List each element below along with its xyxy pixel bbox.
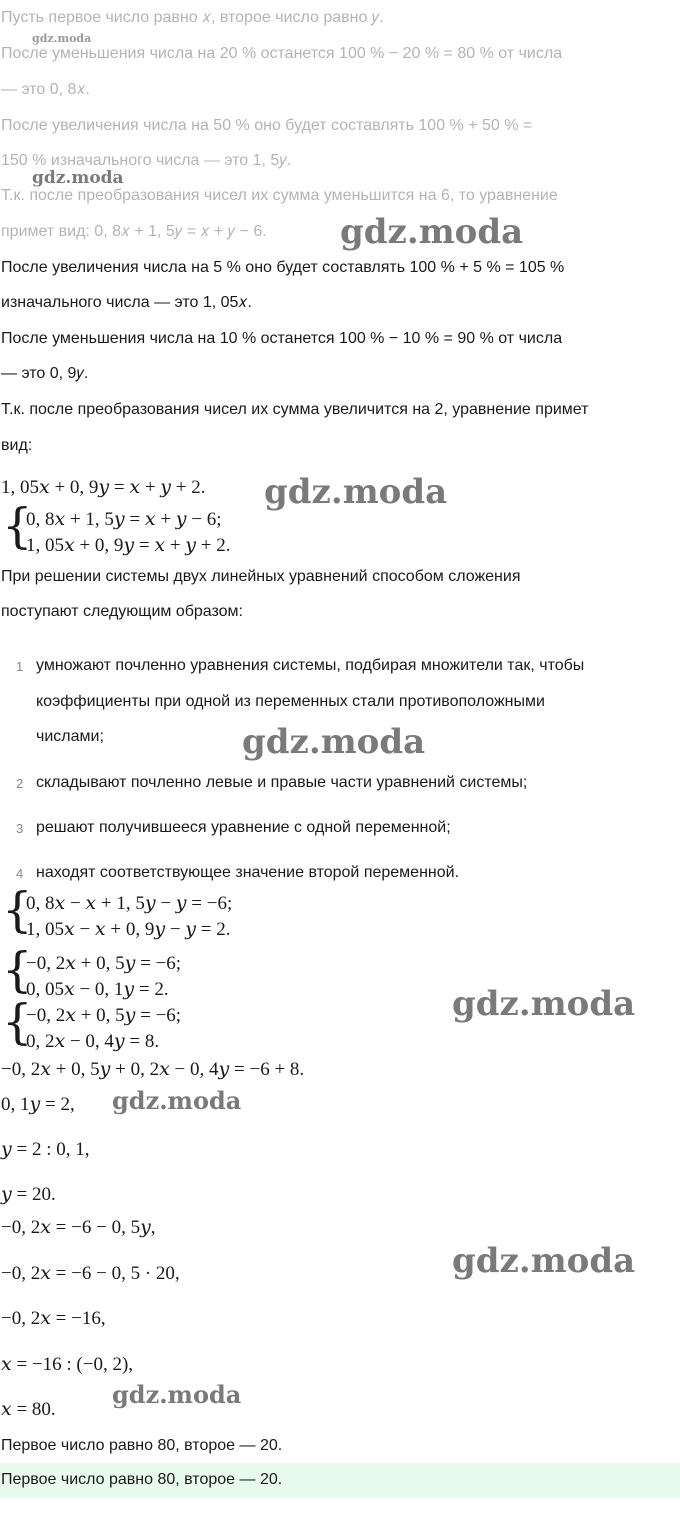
paragraph-line: При решении системы двух линейных уравнений способом сложения [1, 568, 521, 585]
brace-icon: { [2, 498, 33, 554]
list-item: складывают почленно левые и правые части уравнений системы; [36, 774, 528, 791]
list-number: 3 [16, 821, 24, 836]
list-number: 1 [16, 659, 24, 674]
equation: −0, 2𝑥 = −6 − 0, 5 · 20, [1, 1263, 180, 1284]
paragraph-line: — это 0, 9𝑦. [1, 365, 89, 382]
system-row: 1, 05𝑥 − 𝑥 + 0, 9𝑦 − 𝑦 = 2. [26, 919, 231, 940]
equation-system [2, 498, 302, 558]
equation: 𝑦 = 2 : 0, 1, [1, 1139, 90, 1160]
faded-line: Т.к. после преобразования чисел их сумма уменьшится на 6, то уравнение [1, 187, 558, 204]
list-number: 2 [16, 776, 24, 791]
watermark: gdz.moda [264, 472, 448, 512]
conclusion-text: Первое число равно 80, второе — 20. [1, 1437, 283, 1454]
answer-text: Первое число равно 80, второе — 20. [1, 1471, 283, 1488]
equation: 𝑦 = 20. [1, 1184, 56, 1205]
equation: 𝑥 = −16 : (−0, 2), [1, 1354, 134, 1375]
paragraph-line: После увеличения числа на 5 % оно будет составлять 100 % + 5 % = 105 % [1, 259, 565, 276]
list-item: числами; [36, 728, 104, 745]
equation: 0, 1𝑦 = 2, [1, 1094, 75, 1115]
faded-line: Пусть первое число равно 𝑥, второе число равно 𝑦. [1, 9, 384, 26]
list-item: решают получившееся уравнение с одной переменной; [36, 819, 451, 836]
equation: −0, 2𝑥 + 0, 5𝑦 + 0, 2𝑥 − 0, 4𝑦 = −6 + 8. [1, 1059, 305, 1080]
equation: 𝑥 = 80. [1, 1399, 56, 1420]
watermark: gdz.moda [242, 722, 426, 762]
list-item: умножают почленно уравнения системы, подбирая множители так, чтобы [36, 657, 585, 674]
faded-line: После уменьшения числа на 20 % останется 100 % − 20 % = 80 % от числа [1, 45, 563, 62]
equation-system [2, 994, 262, 1054]
system-row: 0, 05𝑥 − 0, 1𝑦 = 2. [26, 979, 169, 1000]
system-row: −0, 2𝑥 + 0, 5𝑦 = −6; [26, 1005, 182, 1026]
paragraph-line: После уменьшения числа на 10 % останется 100 % − 10 % = 90 % от числа [1, 330, 563, 347]
equation-system [2, 882, 322, 942]
paragraph-line: поступают следующим образом: [1, 603, 243, 620]
watermark: gdz.moda [112, 1380, 242, 1409]
watermark: gdz.moda [452, 984, 636, 1024]
list-item: коэффициенты при одной из переменных стали противоположными [36, 693, 545, 710]
list-item: находят соответствующее значение второй переменной. [36, 864, 460, 881]
equation: −0, 2𝑥 = −16, [1, 1308, 106, 1329]
system-row: 1, 05𝑥 + 0, 9𝑦 = 𝑥 + 𝑦 + 2. [26, 535, 231, 556]
equation: −0, 2𝑥 = −6 − 0, 5𝑦, [1, 1217, 156, 1238]
paragraph-line: Т.к. после преобразования чисел их сумма увеличится на 2, уравнение примет [1, 401, 589, 418]
brace-icon: { [2, 942, 33, 998]
answer-box [0, 1463, 680, 1498]
faded-line: После увеличения числа на 50 % оно будет составлять 100 % + 50 % = [1, 117, 533, 134]
equation: 1, 05𝑥 + 0, 9𝑦 = 𝑥 + 𝑦 + 2. [1, 477, 206, 498]
list-number: 4 [16, 866, 24, 881]
watermark: gdz.moda [32, 168, 124, 188]
system-row: 0, 8𝑥 + 1, 5𝑦 = 𝑥 + 𝑦 − 6; [26, 509, 222, 530]
paragraph-line: изначального числа — это 1, 05𝑥. [1, 294, 252, 311]
system-row: −0, 2𝑥 + 0, 5𝑦 = −6; [26, 953, 182, 974]
faded-line: — это 0, 8𝑥. [1, 81, 90, 98]
faded-line: 150 % изначального числа — это 1, 5𝑦. [1, 152, 292, 169]
watermark: gdz.moda [112, 1086, 242, 1115]
watermark: gdz.moda [32, 32, 92, 45]
system-row: 0, 8𝑥 − 𝑥 + 1, 5𝑦 − 𝑦 = −6; [26, 893, 233, 914]
brace-icon: { [2, 994, 33, 1050]
equation-system [2, 942, 262, 1002]
watermark: gdz.moda [340, 212, 524, 252]
paragraph-line: вид: [1, 437, 33, 454]
faded-line: примет вид: 0, 8𝑥 + 1, 5𝑦 = 𝑥 + 𝑦 − 6. [1, 223, 267, 240]
watermark: gdz.moda [452, 1241, 636, 1281]
system-row: 0, 2𝑥 − 0, 4𝑦 = 8. [26, 1031, 160, 1052]
brace-icon: { [2, 882, 33, 938]
